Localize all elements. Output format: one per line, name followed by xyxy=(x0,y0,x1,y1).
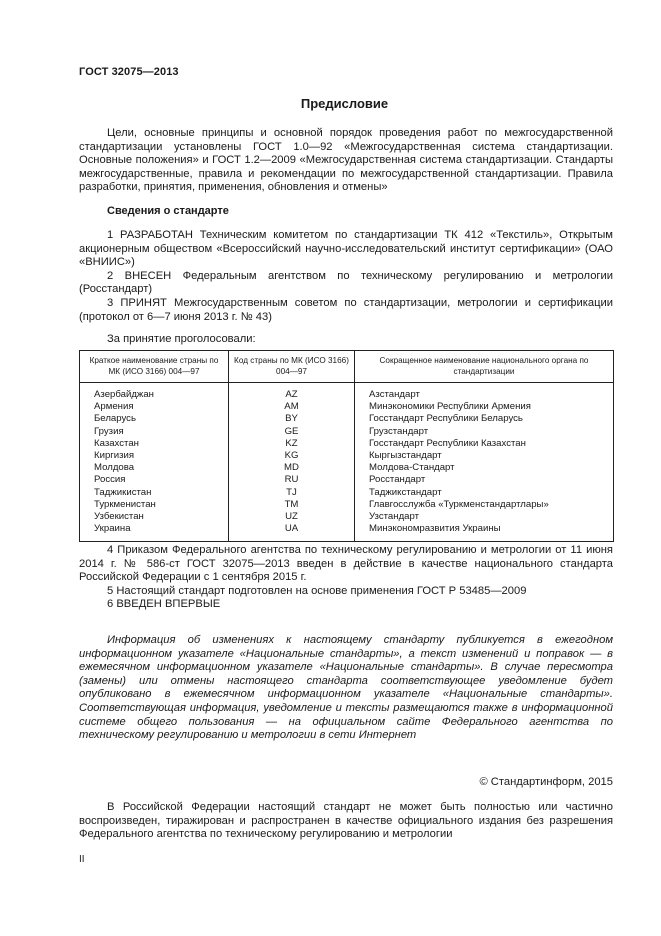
table-row xyxy=(80,474,614,486)
agency-name-cell: Госстандарт Республики Беларусь xyxy=(355,413,614,425)
agency-name-cell: Минэкономики Республики Армения xyxy=(355,401,614,413)
changes-notice-text: Информация об изменениях к настоящему стандарту публикуется в ежегодном информационном указателе «Национальные стандарты», а текст изменений и поправок — в ежемесячном информационном указателе «Национальные стандарты». В случае пересмотра (замены) или отмены настоящего стандарта соответствующее уведомление будет опубликовано в ежемесячном информационном указателе «Национальные стандарты». Соответствующая информация, уведомление и тексты размещаются также в информационной системе общего пользования — на официальном сайте Федерального агентства по техническому регулированию и метрологии в сети Интернет xyxy=(79,634,613,742)
country-code-cell: TJ xyxy=(229,487,355,499)
country-code-cell: RU xyxy=(229,474,355,486)
table-row xyxy=(80,426,614,438)
enactment-info-list xyxy=(79,544,613,612)
agency-name-cell: Таджикстандарт xyxy=(355,487,614,499)
table-row xyxy=(80,401,614,413)
agency-name-cell: Главгосслужба «Туркменстандартлары» xyxy=(355,499,614,511)
table-row xyxy=(80,462,614,474)
country-name-cell: Грузия xyxy=(80,426,229,438)
country-name-cell: Беларусь xyxy=(80,413,229,425)
agency-name-cell: Азстандарт xyxy=(355,383,614,402)
table-row xyxy=(80,438,614,450)
country-code-cell: AZ xyxy=(229,383,355,402)
table-row xyxy=(80,413,614,425)
country-code-cell: TM xyxy=(229,499,355,511)
info-item-1: 1 РАЗРАБОТАН Техническим комитетом по стандартизации ТК 412 «Текстиль», Открытым акционерным обществом «Всероссийский научно-исследовательский институт сертификации» (ОАО «ВНИИС») xyxy=(79,229,613,269)
agency-name-cell: Узстандарт xyxy=(355,511,614,523)
country-code-cell: UZ xyxy=(229,511,355,523)
intro-text: Цели, основные принципы и основной порядок проведения работ по межгосударственной стандартизации установлены ГОСТ 1.0—92 «Межгосударственная система стандартизации. Основные положения» и ГОСТ 1.2—2009 «Межгосударственная система стандартизации. Стандарты межгосударственные, правила и рекомендации по межгосударственной стандартизации. Правила разработки, принятия, применения, обновления и отмены» xyxy=(79,127,613,194)
country-name-cell: Азербайджан xyxy=(80,383,229,402)
column-header-country: Краткое наименование страны по МК (ИСО 3166) 004—97 xyxy=(80,351,229,383)
agency-name-cell: Кыргызстандарт xyxy=(355,450,614,462)
info-item-3: 3 ПРИНЯТ Межгосударственным советом по стандартизации, метрологии и сертификации (протокол от 6—7 июня 2013 г. № 43) xyxy=(79,296,613,323)
table-body xyxy=(80,383,614,542)
country-code-cell: KZ xyxy=(229,438,355,450)
country-name-cell: Узбекистан xyxy=(80,511,229,523)
info-item-4: 4 Приказом Федерального агентства по техническому регулированию и метрологии от 11 июня 2014 г. № 586-ст ГОСТ 32075—2013 введен в действие в качестве национального стандарта Российской Федерации с 1 сентября 2015 г. xyxy=(79,544,613,584)
info-item-6: 6 ВВЕДЕН ВПЕРВЫЕ xyxy=(107,598,221,611)
table-row xyxy=(80,523,614,542)
agency-name-cell: Грузстандарт xyxy=(355,426,614,438)
country-name-cell: Таджикистан xyxy=(80,487,229,499)
table-row xyxy=(80,499,614,511)
info-item-2: 2 ВНЕСЕН Федеральным агентством по техническому регулированию и метрологии (Росстандарт) xyxy=(79,269,613,296)
intro-paragraph xyxy=(79,127,613,195)
agency-name-cell: Росстандарт xyxy=(355,474,614,486)
column-header-code: Код страны по МК (ИСО 3166) 004—97 xyxy=(229,351,355,383)
standard-info-list xyxy=(79,229,613,324)
country-code-cell: GE xyxy=(229,426,355,438)
country-code-cell: UA xyxy=(229,523,355,542)
agency-name-cell: Госстандарт Республики Казахстан xyxy=(355,438,614,450)
country-code-cell: AM xyxy=(229,401,355,413)
table-row xyxy=(80,383,614,402)
country-name-cell: Туркменистан xyxy=(80,499,229,511)
reproduction-notice-text: В Российской Федерации настоящий стандарт не может быть полностью или частично воспроизведен, тиражирован и распространен в качестве официального издания без разрешения Федерального агентства по техническому регулированию и метрологии xyxy=(79,801,613,841)
column-header-agency: Сокращенное наименование национального органа по стандартизации xyxy=(355,351,614,383)
country-code-cell: MD xyxy=(229,462,355,474)
country-name-cell: Киргизия xyxy=(80,450,229,462)
agency-name-cell: Молдова-Стандарт xyxy=(355,462,614,474)
country-code-cell: BY xyxy=(229,413,355,425)
country-name-cell: Армения xyxy=(80,401,229,413)
voting-countries-table xyxy=(79,350,614,542)
copyright: © Стандартинформ, 2015 xyxy=(479,776,613,788)
country-code-cell: KG xyxy=(229,450,355,462)
table-header-row xyxy=(80,351,614,383)
table-row xyxy=(80,511,614,523)
document-id: ГОСТ 32075—2013 xyxy=(79,66,179,78)
reproduction-notice xyxy=(79,801,613,842)
country-name-cell: Россия xyxy=(80,474,229,486)
changes-notice xyxy=(79,634,613,743)
table-row xyxy=(80,487,614,499)
page-number: II xyxy=(79,854,85,865)
agency-name-cell: Минэкономразвития Украины xyxy=(355,523,614,542)
voted-label: За принятие проголосовали: xyxy=(107,333,256,345)
country-name-cell: Молдова xyxy=(80,462,229,474)
country-name-cell: Казахстан xyxy=(80,438,229,450)
info-item-5: 5 Настоящий стандарт подготовлен на основе применения ГОСТ Р 53485—2009 xyxy=(107,584,527,597)
country-name-cell: Украина xyxy=(80,523,229,542)
section-subheading: Сведения о стандарте xyxy=(107,205,229,217)
page-title: Предисловие xyxy=(300,96,389,111)
table-row xyxy=(80,450,614,462)
